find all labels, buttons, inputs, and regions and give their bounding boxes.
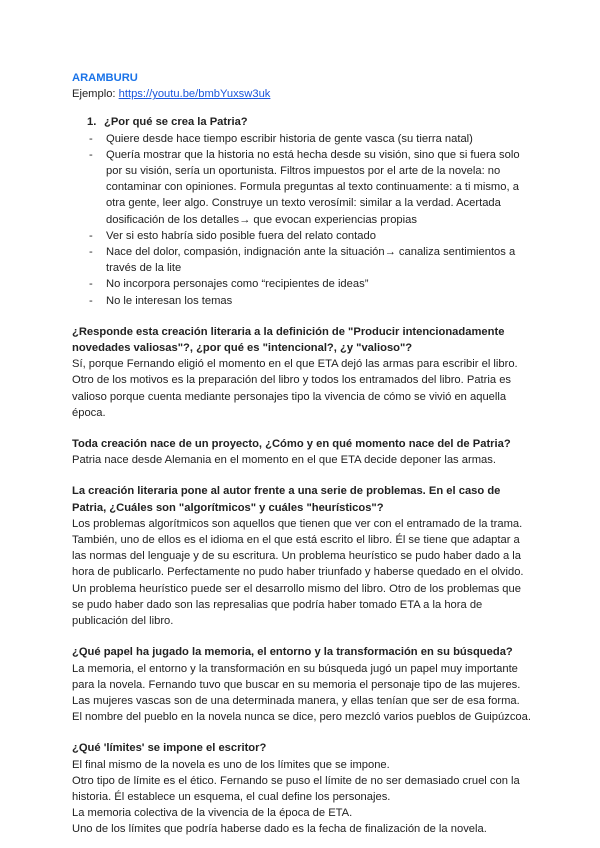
section-answer (72, 356, 532, 421)
document-page (72, 70, 532, 838)
section-answer (72, 661, 532, 726)
bullet-item: - Quería mostrar que la historia no está hecha desde su visión, sino que si fuera solo por su visión, sería un oportunista. Filtros impuestos por el arte de la novela: no contaminar con opiniones. Formula preguntas al texto continuamente: a ti mismo, a otra gente, leer algo. Construye un texto verosímil: similar a la verdad. Acertada dosificación de los detalles→ que evocan experiencias propias (89, 148, 520, 226)
document-title: ARAMBURU (72, 72, 138, 84)
bullet-item: - Ver si esto habría sido posible fuera del relato contado (89, 229, 376, 242)
answer-paragraph: Sí, porque Fernando eligió el momento en el que ETA dejó las armas para escribir el libro. Otro de los motivos es la preparación del libro y todos los entramados del libro. Patria es valioso porque cuenta mediante personajes tipo la vivencia de cómo se vivió en aquella época. (72, 358, 518, 419)
bullet-item: - Nace del dolor, compasión, indignación ante la situación→ canaliza sentimientos a través de la lite (89, 246, 516, 275)
section-question: Toda creación nace de un proyecto, ¿Cómo y en qué momento nace del de Patria? (72, 438, 511, 451)
section-question: La creación literaria pone al autor frente a una serie de problemas. En el caso de Patria, ¿Cuáles son "algorítmicos" y cuáles "heurísticos"? (72, 485, 501, 514)
section-question: ¿Qué 'límites' se impone el escritor? (72, 742, 267, 755)
example-line (72, 86, 532, 102)
bullet-item: - No le interesan los temas (89, 294, 233, 307)
section-answer (72, 516, 532, 629)
section-question: ¿Qué papel ha jugado la memoria, el entorno y la transformación en su búsqueda? (72, 646, 513, 659)
section-answer (72, 757, 532, 838)
question-1-bullets (72, 131, 532, 309)
answer-paragraph: Patria nace desde Alemania en el momento en el que ETA decide deponer las armas. (72, 454, 496, 467)
section-question: ¿Responde esta creación literaria a la definición de "Producir intencionadamente novedades valiosas"?, ¿por qué es "intencional?, ¿y "valioso"? (72, 325, 505, 355)
answer-paragraph: La memoria, el entorno y la transformación en su búsqueda jugó un papel muy importante para la novela. Fernando tuvo que buscar en su memoria el personaje tipo de las mujeres. Las mujeres vascas son de una determinada manera, y ellas tenían que ser de esa forma. El nombre del pueblo en la novela nunca se dice, pero mezcló varios pueblos de Guipúzcoa. (72, 662, 531, 724)
question-1 (72, 114, 532, 130)
bullet-item: - Quiere desde hace tiempo escribir historia de gente vasca (su tierra natal) (89, 132, 473, 145)
question-number: 1. (87, 116, 97, 129)
answer-paragraph: Otro tipo de límite es el ético. Fernando se puso el límite de no ser demasiado cruel con la historia. Él establece un esquema, el cual define los personajes. (72, 774, 520, 803)
bullet-item: - No incorpora personajes como “recipientes de ideas” (89, 278, 369, 291)
example-label: Ejemplo: (72, 88, 116, 101)
section-answer (72, 452, 532, 468)
answer-paragraph: Uno de los límites que podría haberse dado es la fecha de finalización de la novela. (72, 823, 487, 836)
question-1-text: ¿Por qué se crea la Patria? (104, 116, 248, 129)
answer-paragraph: El final mismo de la novela es uno de los límites que se impone. (72, 758, 390, 771)
answer-paragraph: La memoria colectiva de la vivencia de la época de ETA. (72, 807, 353, 820)
example-link[interactable]: https://youtu.be/bmbYuxsw3uk (118, 88, 271, 101)
answer-paragraph: Los problemas algorítmicos son aquellos que tienen que ver con el entramado de la trama. También, uno de ellos es el idioma en el que está escrito el libro. Él se tiene que adaptar a las normas del lenguaje y de su escritura. Un problema heurístico se pudo haber dado a la hora de publicarlo. Perfectamente no pudo haber triunfado y haberse quedado en el olvido. Un problema heurístico puede ser el desarrollo mismo del libro. Otro de los problemas que se pudo haber dado son las represalias que podría haber tomado ETA a la hora de publicación del libro. (72, 517, 524, 628)
